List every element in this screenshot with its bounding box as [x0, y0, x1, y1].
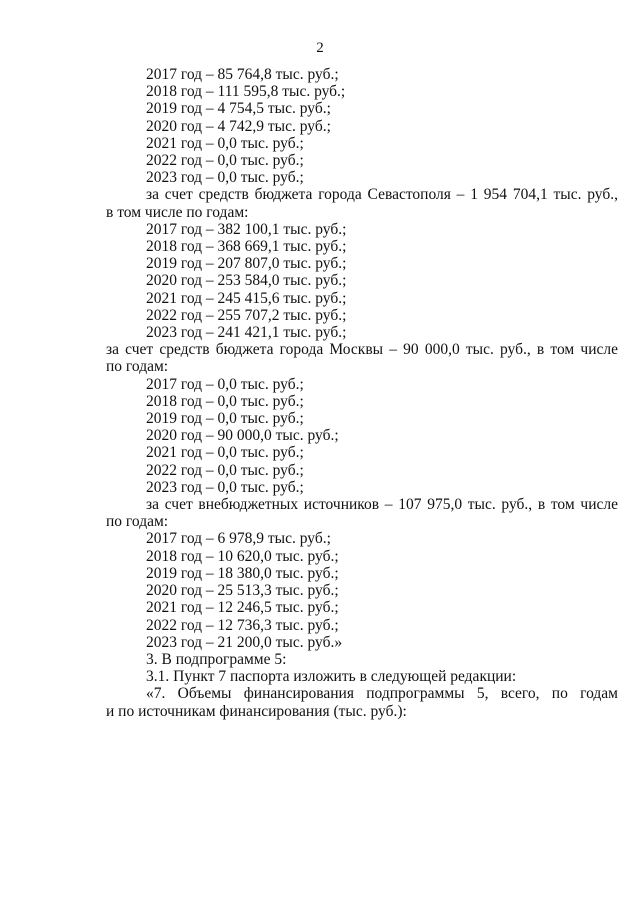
- document-body: [106, 66, 618, 720]
- text-line: 2019 год – 207 807,0 тыс. руб.;: [146, 255, 347, 273]
- text-line: 2020 год – 25 513,3 тыс. руб.;: [146, 582, 339, 600]
- text-line: 2022 год – 12 736,3 тыс. руб.;: [146, 616, 339, 634]
- text-line: за счет средств бюджета города Севастополя – 1 954 704,1 тыс. руб.,: [146, 186, 618, 204]
- text-line: 2018 год – 111 595,8 тыс. руб.;: [146, 83, 346, 101]
- text-line: в том числе по годам:: [106, 203, 249, 221]
- text-line: по годам:: [106, 513, 169, 531]
- text-line: «7. Объемы финансирования подпрограммы 5, всего, по годам: [146, 685, 618, 703]
- text-line: по годам:: [106, 358, 169, 376]
- text-line: 3. В подпрограмме 5:: [146, 650, 287, 668]
- text-line: 2020 год – 253 584,0 тыс. руб.;: [146, 272, 347, 290]
- text-line: 2017 год – 0,0 тыс. руб.;: [146, 375, 304, 393]
- text-line: 2019 год – 4 754,5 тыс. руб.;: [146, 100, 331, 118]
- text-line: 2022 год – 0,0 тыс. руб.;: [146, 461, 304, 479]
- text-line: 3.1. Пункт 7 паспорта изложить в следующей редакции:: [146, 668, 517, 686]
- text-line: 2022 год – 0,0 тыс. руб.;: [146, 152, 304, 170]
- text-line: 2018 год – 0,0 тыс. руб.;: [146, 392, 304, 410]
- text-line: 2020 год – 4 742,9 тыс. руб.;: [146, 117, 331, 135]
- text-line: 2019 год – 18 380,0 тыс. руб.;: [146, 564, 339, 582]
- text-line: 2017 год – 85 764,8 тыс. руб.;: [146, 66, 339, 83]
- text-line: 2019 год – 0,0 тыс. руб.;: [146, 410, 304, 428]
- text-line: 2018 год – 10 620,0 тыс. руб.;: [146, 547, 339, 565]
- text-line: 2021 год – 12 246,5 тыс. руб.;: [146, 599, 339, 617]
- page-number: 2: [316, 40, 324, 56]
- text-line: 2023 год – 0,0 тыс. руб.;: [146, 169, 304, 187]
- text-line: 2023 год – 241 421,1 тыс. руб.;: [146, 324, 347, 342]
- text-line: 2021 год – 0,0 тыс. руб.;: [146, 134, 304, 152]
- text-line: 2021 год – 0,0 тыс. руб.;: [146, 444, 304, 462]
- text-line: 2022 год – 255 707,2 тыс. руб.;: [146, 306, 347, 324]
- text-line: 2021 год – 245 415,6 тыс. руб.;: [146, 289, 347, 307]
- text-line: за счет внебюджетных источников – 107 975,0 тыс. руб., в том числе: [146, 496, 618, 514]
- text-line: 2020 год – 90 000,0 тыс. руб.;: [146, 427, 339, 445]
- text-line: за счет средств бюджета города Москвы – 90 000,0 тыс. руб., в том числе: [106, 341, 618, 359]
- text-line: 2023 год – 21 200,0 тыс. руб.»: [146, 633, 343, 651]
- text-line: 2023 год – 0,0 тыс. руб.;: [146, 478, 304, 496]
- text-line: и по источникам финансирования (тыс. руб.):: [106, 702, 407, 720]
- text-line: 2017 год – 382 100,1 тыс. руб.;: [146, 220, 347, 238]
- text-line: 2017 год – 6 978,9 тыс. руб.;: [146, 530, 331, 548]
- text-line: 2018 год – 368 669,1 тыс. руб.;: [146, 238, 347, 256]
